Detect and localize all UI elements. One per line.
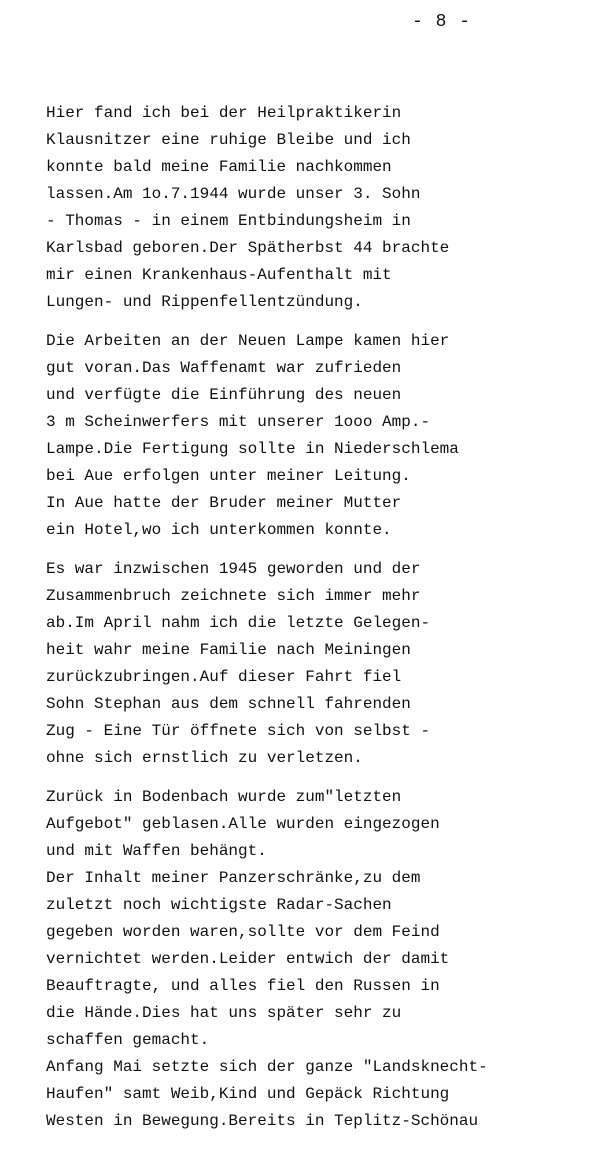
text-line: Westen in Bewegung.Bereits in Teplitz-Schönau: [46, 1112, 479, 1130]
text-line: die Hände.Dies hat uns später sehr zu: [46, 1004, 402, 1022]
text-line: Zurück in Bodenbach wurde zum"letzten: [46, 788, 402, 806]
text-line: gegeben worden waren,sollte vor dem Feind: [46, 923, 440, 941]
text-line: Zusammenbruch zeichnete sich immer mehr: [46, 587, 421, 605]
text-line: zuletzt noch wichtigste Radar-Sachen: [46, 896, 392, 914]
text-line: ab.Im April nahm ich die letzte Gelegen-: [46, 614, 431, 632]
text-line: Der Inhalt meiner Panzerschränke,zu dem: [46, 869, 421, 887]
text-line: vernichtet werden.Leider entwich der damit: [46, 950, 450, 968]
paragraph-2: [46, 328, 566, 544]
text-line: Karlsbad geboren.Der Spätherbst 44 brachte: [46, 239, 450, 257]
text-line: Lampe.Die Fertigung sollte in Niederschlema: [46, 440, 459, 458]
text-line: Klausnitzer eine ruhige Bleibe und ich: [46, 131, 411, 149]
text-line: mir einen Krankenhaus-Aufenthalt mit: [46, 266, 392, 284]
text-line: heit wahr meine Familie nach Meiningen: [46, 641, 411, 659]
text-line: 3 m Scheinwerfers mit unserer 1ooo Amp.-: [46, 413, 431, 431]
text-line: Haufen" samt Weib,Kind und Gepäck Richtung: [46, 1085, 450, 1103]
text-line: - Thomas - in einem Entbindungsheim in: [46, 212, 411, 230]
text-line: ein Hotel,wo ich unterkommen konnte.: [46, 521, 392, 539]
text-line: zurückzubringen.Auf dieser Fahrt fiel: [46, 668, 402, 686]
text-line: Hier fand ich bei der Heilpraktikerin: [46, 104, 402, 122]
text-line: gut voran.Das Waffenamt war zufrieden: [46, 359, 402, 377]
text-line: Die Arbeiten an der Neuen Lampe kamen hier: [46, 332, 450, 350]
text-line: Zug - Eine Tür öffnete sich von selbst -: [46, 722, 431, 740]
paragraph-3: [46, 556, 566, 772]
text-line: und mit Waffen behängt.: [46, 842, 267, 860]
text-line: schaffen gemacht.: [46, 1031, 210, 1049]
text-line: bei Aue erfolgen unter meiner Leitung.: [46, 467, 411, 485]
text-line: und verfügte die Einführung des neuen: [46, 386, 402, 404]
text-line: Lungen- und Rippenfellentzündung.: [46, 293, 363, 311]
paragraph-4: [46, 784, 566, 1135]
text-line: Beauftragte, und alles fiel den Russen in: [46, 977, 440, 995]
text-line: Es war inzwischen 1945 geworden und der: [46, 560, 421, 578]
text-line: Sohn Stephan aus dem schnell fahrenden: [46, 695, 411, 713]
paragraph-1: [46, 100, 566, 316]
text-line: lassen.Am 1o.7.1944 wurde unser 3. Sohn: [46, 185, 421, 203]
document-body: [46, 100, 566, 1135]
text-line: Anfang Mai setzte sich der ganze "Landsknecht-: [46, 1058, 488, 1076]
text-line: ohne sich ernstlich zu verletzen.: [46, 749, 363, 767]
text-line: konnte bald meine Familie nachkommen: [46, 158, 392, 176]
text-line: Aufgebot" geblasen.Alle wurden eingezogen: [46, 815, 440, 833]
page-number: - 8 -: [412, 12, 472, 32]
text-line: In Aue hatte der Bruder meiner Mutter: [46, 494, 402, 512]
